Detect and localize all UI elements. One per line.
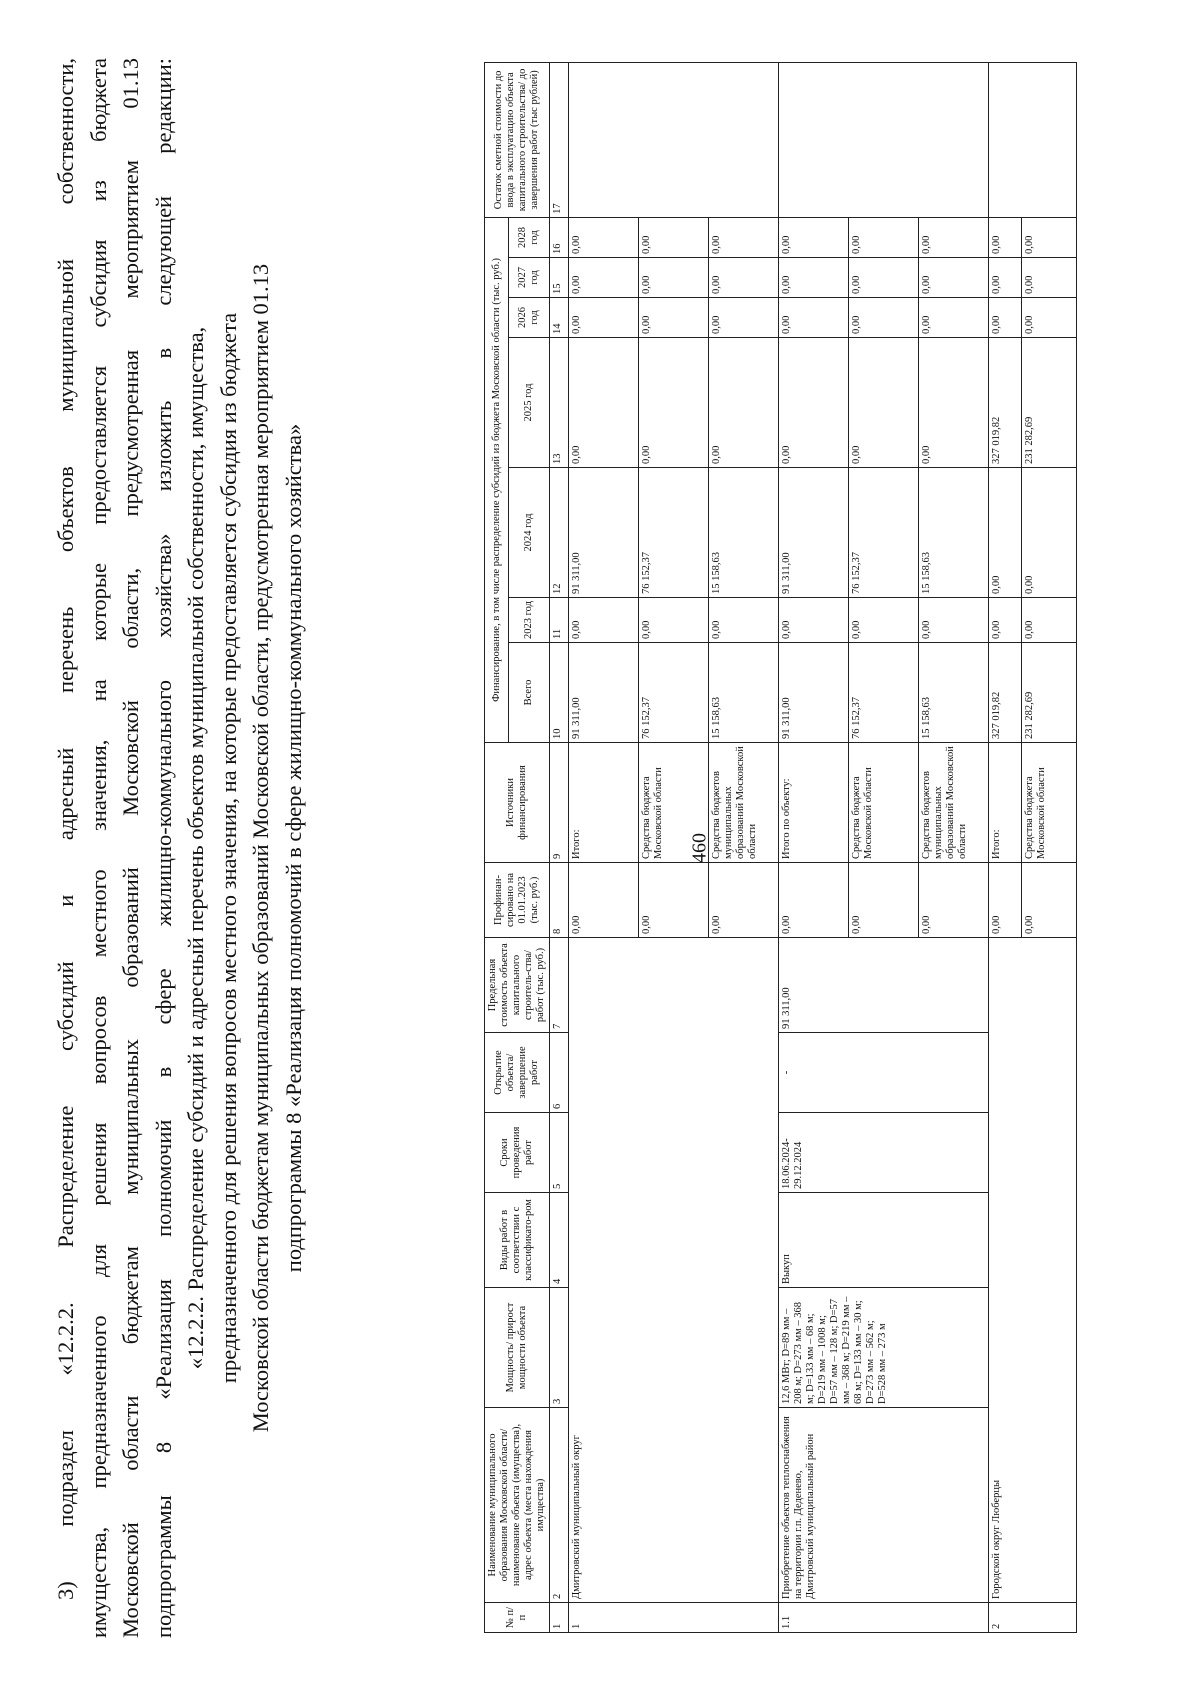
value-cell: 0,00 (639, 598, 709, 643)
value-cell: 0,00 (709, 598, 779, 643)
value-cell: 0,00 (849, 217, 919, 257)
col-number: 5 (550, 1113, 569, 1193)
col-number: 2 (550, 1408, 569, 1603)
col-number: 12 (550, 468, 569, 598)
value-cell: 0,00 (989, 598, 1022, 643)
heading-line: 3) подраздел «12.2.2. Распределение субсидий и адресный перечень объектов муниципальной собственности, (53, 58, 78, 1600)
header-period: Сроки проведения работ (485, 1113, 550, 1193)
value-cell: 0,00 (779, 338, 849, 468)
col-number: 15 (550, 258, 569, 298)
funded-cell: 0,00 (1021, 863, 1076, 938)
source-cell: Средства бюджета Московской области (639, 743, 709, 863)
value-cell: 0,00 (779, 217, 849, 257)
object-work-type: Выкуп (779, 1193, 989, 1288)
value-cell: 327 019,82 (989, 338, 1022, 468)
col-number: 13 (550, 338, 569, 468)
heading-line: имущества, предназначенного для решения вопросов местного значения, на которые предоставляется субсидия из бюджета (85, 58, 111, 1638)
municipality-name: Дмитровский муниципальный округ (569, 938, 779, 1603)
col-number: 10 (550, 643, 569, 743)
value-cell: 231 282,69 (1021, 338, 1076, 468)
value-cell: 0,00 (919, 258, 989, 298)
source-cell: Итого: (989, 743, 1022, 863)
source-cell: Средства бюджетов муниципальных образований Московской области (919, 743, 989, 863)
value-cell: 0,00 (1021, 468, 1076, 598)
value-cell: 91 311,00 (779, 468, 849, 598)
funded-cell: 0,00 (569, 863, 639, 938)
funded-cell: 0,00 (709, 863, 779, 938)
value-cell: 0,00 (989, 258, 1022, 298)
source-cell: Итого: (569, 743, 639, 863)
col-number: 3 (550, 1288, 569, 1408)
header-row (485, 62, 509, 1632)
value-cell: 0,00 (779, 298, 849, 338)
value-cell: 0,00 (849, 258, 919, 298)
value-cell: 0,00 (639, 298, 709, 338)
funded-cell: 0,00 (849, 863, 919, 938)
funded-cell: 0,00 (989, 863, 1022, 938)
subsidy-table-wrapper (484, 63, 1058, 1633)
value-cell: 0,00 (569, 598, 639, 643)
object-limit-cost: 91 311,00 (779, 938, 989, 1033)
value-cell: 0,00 (849, 598, 919, 643)
value-cell: 0,00 (919, 598, 989, 643)
value-cell: 0,00 (569, 217, 639, 257)
value-cell: 0,00 (639, 258, 709, 298)
value-cell: 15 158,63 (919, 468, 989, 598)
value-cell: 0,00 (639, 217, 709, 257)
col-number: 4 (550, 1193, 569, 1288)
value-cell: 0,00 (639, 338, 709, 468)
col-number: 16 (550, 217, 569, 257)
value-cell: 0,00 (569, 338, 639, 468)
table-row (569, 62, 639, 1632)
remaining-cell (569, 62, 779, 217)
col-number: 7 (550, 938, 569, 1033)
municipality-name: Городской округ Люберцы (989, 938, 1077, 1603)
value-cell: 0,00 (849, 298, 919, 338)
value-cell: 76 152,37 (639, 468, 709, 598)
subsidy-table (484, 62, 1077, 1633)
value-cell: 15 158,63 (709, 643, 779, 743)
value-cell: 91 311,00 (569, 468, 639, 598)
value-cell: 0,00 (1021, 598, 1076, 643)
header-2026: 2026 год (509, 298, 550, 338)
value-cell: 0,00 (779, 258, 849, 298)
col-number: 6 (550, 1033, 569, 1113)
value-cell: 0,00 (989, 298, 1022, 338)
value-cell: 0,00 (709, 217, 779, 257)
header-opening: Открытие объекта/ завершение работ (485, 1033, 550, 1113)
col-number: 8 (550, 863, 569, 938)
heading-line: Московской области бюджетам муниципальных образований Московской области, предусмотренная мероприятием 01.13 (118, 58, 143, 1638)
col-number: 11 (550, 598, 569, 643)
row-num: 2 (989, 1603, 1077, 1633)
col-number: 1 (550, 1603, 569, 1633)
header-2028: 2028 год (509, 217, 550, 257)
heading-line: «12.2.2. Распределение субсидий и адресный перечень объектов муниципальной собственности, имущества, (183, 326, 208, 1370)
value-cell: 0,00 (709, 338, 779, 468)
value-cell: 0,00 (1021, 298, 1076, 338)
heading-line: подпрограммы 8 «Реализация полномочий в сфере жилищно-коммунального хозяйства» (280, 423, 306, 1273)
col-number: 17 (550, 62, 569, 217)
header-work-type: Виды работ в соответствии с классификато-ром (485, 1193, 550, 1288)
source-cell: Итого по объекту: (779, 743, 849, 863)
header-num: № п/п (485, 1603, 550, 1633)
value-cell: 0,00 (989, 468, 1022, 598)
section-heading (50, 58, 310, 1638)
funded-cell: 0,00 (779, 863, 849, 938)
funded-cell: 0,00 (639, 863, 709, 938)
header-sources: Источники финансирования (485, 743, 550, 863)
value-cell: 0,00 (919, 217, 989, 257)
value-cell: 0,00 (569, 258, 639, 298)
value-cell: 76 152,37 (849, 468, 919, 598)
header-financing: Финансирование, в том числе распределение субсидий из бюджета Московской области (тыс. руб.) (485, 217, 509, 742)
value-cell: 0,00 (919, 298, 989, 338)
header-limit-cost: Предельная стоимость объекта капитального строитель-ства/работ (тыс. руб.) (485, 938, 550, 1033)
page-number: 460 (688, 833, 711, 863)
header-2024: 2024 год (509, 468, 550, 598)
col-number: 9 (550, 743, 569, 863)
remaining-cell (989, 62, 1077, 217)
value-cell: 91 311,00 (569, 643, 639, 743)
heading-line: Московской области бюджетам муниципальных образований Московской области, предусмотренная мероприятием 01.13 (248, 263, 273, 1433)
object-opening: - (779, 1033, 989, 1113)
value-cell: 327 019,82 (989, 643, 1022, 743)
table-row (989, 62, 1022, 1632)
header-2025: 2025 год (509, 338, 550, 468)
value-cell: 91 311,00 (779, 643, 849, 743)
table-row (779, 62, 849, 1632)
value-cell: 0,00 (1021, 258, 1076, 298)
remaining-cell (779, 62, 989, 217)
header-capacity: Мощность/ прирост мощности объекта (485, 1288, 550, 1408)
value-cell: 0,00 (569, 298, 639, 338)
object-period: 18.06.2024-29.12.2024 (779, 1113, 989, 1193)
value-cell: 0,00 (779, 598, 849, 643)
value-cell: 0,00 (849, 338, 919, 468)
col-number: 14 (550, 298, 569, 338)
value-cell: 231 282,69 (1021, 643, 1076, 743)
value-cell: 0,00 (709, 298, 779, 338)
value-cell: 0,00 (709, 258, 779, 298)
heading-line: подпрограммы 8 «Реализация полномочий в сфере жилищно-коммунального хозяйства» изложить в следующей редакции: (150, 58, 176, 1638)
value-cell: 0,00 (989, 217, 1022, 257)
source-cell: Средства бюджета Московской области (849, 743, 919, 863)
row-num: 1.1 (779, 1603, 989, 1633)
header-name: Наименование муниципального образования Московской области/наименование объекта (имущества), адрес объекта (места нахождения имущества) (485, 1408, 550, 1603)
value-cell: 76 152,37 (639, 643, 709, 743)
value-cell: 76 152,37 (849, 643, 919, 743)
header-2027: 2027 год (509, 258, 550, 298)
header-total: Всего (509, 643, 550, 743)
funded-cell: 0,00 (919, 863, 989, 938)
row-num: 1 (569, 1603, 779, 1633)
header-2023: 2023 год (509, 598, 550, 643)
value-cell: 0,00 (1021, 217, 1076, 257)
column-numbers-row (550, 62, 569, 1632)
heading-line: предназначенного для решения вопросов местного значения, на которые предоставляется субсидия из бюджета (215, 312, 241, 1384)
value-cell: 15 158,63 (919, 643, 989, 743)
header-funded: Профинан-сировано на 01.01.2023 (тыс. руб.) (485, 863, 550, 938)
source-cell: Средства бюджета Московской области (1021, 743, 1076, 863)
header-remaining: Остаток сметной стоимости до ввода в эксплуатацию объекта капитального строительства/ до завершения работ (тыс рублей) (485, 62, 550, 217)
object-capacity: 12,6 МВт; D=89 мм – 208 м; D=273 мм – 368 м; D=133 мм – 68 м; D=219 мм – 1008 м; D=57 мм – 128 м; D=57 мм – 368 м; D=219 мм – 68 м; D=133 мм – 30 м; D=273 мм – 562 м; D=528 мм – 273 м (779, 1288, 989, 1408)
object-name: Приобретение объектов теплоснабжения на территории г.п. Деденево, Дмитровский муниципальный район (779, 1408, 989, 1603)
value-cell: 0,00 (919, 338, 989, 468)
value-cell: 15 158,63 (709, 468, 779, 598)
source-cell: Средства бюджетов муниципальных образований Московской области (709, 743, 779, 863)
